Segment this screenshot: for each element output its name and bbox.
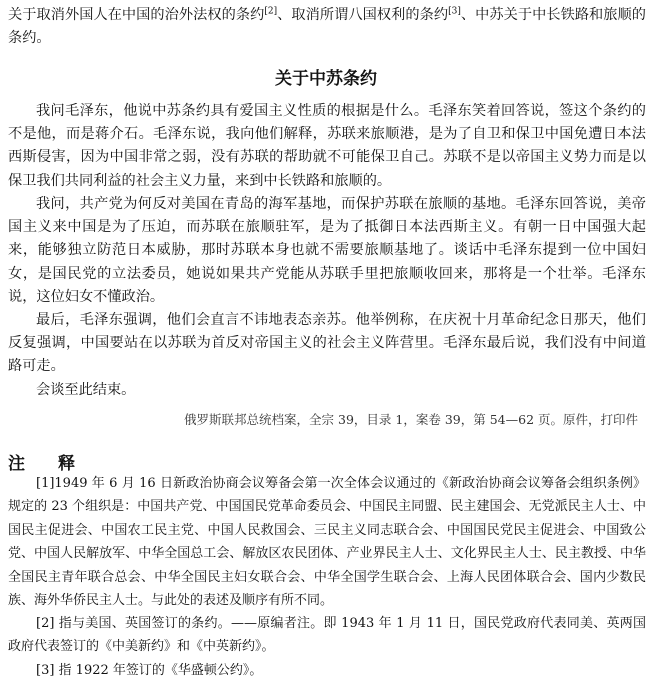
footnote-1: [1]1949 年 6 月 16 日新政治协商会议筹备会第一次全体会议通过的《新政治协商会议筹备会组织条例》规定的 23 个组织是：中国共产党、中国国民党革命委员会、中国民主同盟、民主建国会、无党派民主人士、中国民主促进会、中国农工民主党、中国人民救国会、三民主义同志联合会、中国国民党民主促进会、中国致公党、中国人民解放军、中华全国总工会、解放区农民团体、产业界民主人士、文化界民主人士、民主教授、中华全国民主青年联合总会、中华全国民主妇女联合会、中华全国学生联合会、上海人民团体联合会、国内少数民族、海外华侨民主人士。与此处的表述及顺序有所不同。 — [8, 476, 646, 609]
archive-source-line: 俄罗斯联邦总统档案，全宗 39，目录 1，案卷 39，第 54—62 页。原件，打印件 — [184, 412, 638, 427]
footnote-2: [2] 指与美国、英国签订的条约。——原编者注。即 1943 年 1 月 11 日，国民党政府代表同美、英两国政府代表签订的《中美新约》和《中英新约》。 — [8, 616, 646, 655]
body-paragraph-2: 我问，共产党为何反对美国在青岛的海军基地，而保护苏联在旅顺的基地。毛泽东回答说，美帝国主义来中国是为了压迫，而苏联在旅顺驻军，是为了抵御日本法西斯主义。有朝一日中国强大起来，能够独立防范日本威胁，那时苏联本身也就不需要旅顺基地了。谈话中毛泽东提到一位中国妇女，是国民党的立法委员，她说如果共产党能从苏联手里把旅顺收回来，那将是一个壮举。毛泽东说，这位妇女不懂政治。 — [8, 196, 646, 305]
body-paragraph-4: 会谈至此结束。 — [36, 382, 136, 398]
intro-text-1: 关于取消外国人在中国的治外法权的条约 — [8, 7, 265, 23]
intro-text-3: 、中苏关于中长铁路和旅顺的条约。 — [8, 7, 646, 47]
notes-heading: 注 释 — [8, 454, 83, 474]
footnote-ref-2[interactable]: [2] — [264, 6, 278, 17]
intro-paragraph — [8, 4, 646, 50]
section-title: 关于中苏条约 — [275, 69, 377, 89]
body-paragraph-1: 我问毛泽东，他说中苏条约具有爱国主义性质的根据是什么。毛泽东笑着回答说，签这个条约的不是他，而是蒋介石。毛泽东说，我向他们解释，苏联来旅顺港，是为了自卫和保卫中国免遭日本法西斯侵害，因为中国非常之弱，没有苏联的帮助就不可能保卫自己。苏联不是以帝国主义势力而是以保卫我们共同利益的社会主义力量，来到中长铁路和旅顺的。 — [8, 103, 646, 189]
footnote-ref-3[interactable]: [3] — [448, 6, 461, 17]
body-paragraph-3: 最后，毛泽东强调，他们会直言不讳地表态亲苏。他举例称，在庆祝十月革命纪念日那天，他们反复强调，中国要站在以苏联为首反对帝国主义的社会主义阵营里。毛泽东最后说，我们没有中间道路可走。 — [8, 312, 646, 375]
intro-text-2: 、取消所谓八国权利的条约 — [277, 7, 449, 23]
footnote-3: [3] 指 1922 年签订的《华盛顿公约》。 — [36, 663, 263, 678]
